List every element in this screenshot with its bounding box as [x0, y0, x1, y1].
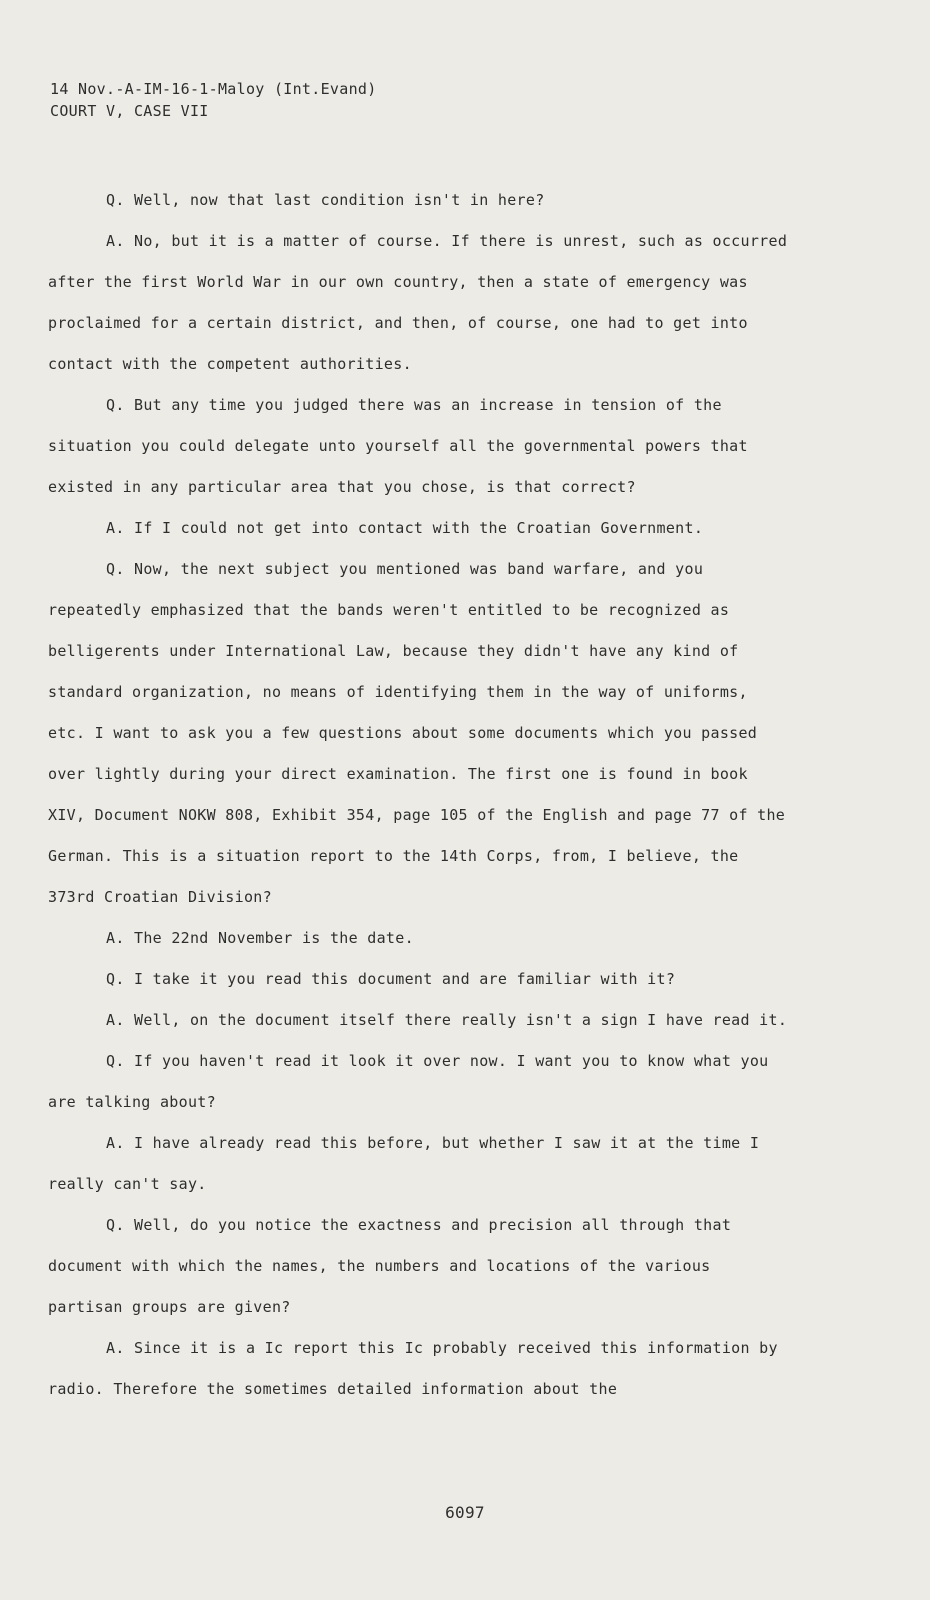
document-header [50, 78, 377, 122]
transcript-paragraph: A. I have already read this before, but whether I saw it at the time I really can't say. [48, 1134, 760, 1193]
transcript-paragraph: A. If I could not get into contact with the Croatian Government. [106, 519, 704, 537]
header-line-court-case: COURT V, CASE VII [50, 102, 209, 120]
header-line-date-reference: 14 Nov.-A-IM-16-1-Maloy (Int.Evand) [50, 80, 377, 98]
transcript-paragraph: Q. Well, do you notice the exactness and precision all through that document with which the names, the numbers and locations of the various partisan groups are given? [48, 1216, 732, 1316]
transcript-paragraph: A. The 22nd November is the date. [106, 929, 414, 947]
transcript-body [48, 180, 788, 1410]
page-number: 6097 [445, 1503, 485, 1522]
transcript-paragraph: Q. I take it you read this document and are familiar with it? [106, 970, 676, 988]
transcript-paragraph: A. No, but it is a matter of course. If there is unrest, such as occurred after the first World War in our own country, then a state of emergency was proclaimed for a certain district, and then, of course, one had to get into contact with the competent authorities. [48, 232, 788, 373]
transcript-paragraph: A. Well, on the document itself there really isn't a sign I have read it. [106, 1011, 788, 1029]
transcript-paragraph: Q. But any time you judged there was an increase in tension of the situation you could delegate unto yourself all the governmental powers that existed in any particular area that you chose, is that correct? [48, 396, 748, 496]
transcript-paragraph: Q. Now, the next subject you mentioned was band warfare, and you repeatedly emphasized that the bands weren't entitled to be recognized as belligerents under International Law, because they didn't have any kind of standard organization, no means of identifying them in the way of uniforms, etc. I want to ask you a few questions about some documents which you passed over lightly during your direct examination. The first one is found in book XIV, Document NOKW 808, Exhibit 354, page 105 of the English and page 77 of the German. This is a situation report to the 14th Corps, from, I believe, the 373rd Croatian Division? [48, 560, 786, 906]
transcript-paragraph: Q. If you haven't read it look it over now. I want you to know what you are talking about? [48, 1052, 769, 1111]
transcript-paragraph: A. Since it is a Ic report this Ic probably received this information by radio. Therefore the sometimes detailed information about the [48, 1339, 778, 1398]
transcript-paragraph: Q. Well, now that last condition isn't in here? [106, 191, 545, 209]
